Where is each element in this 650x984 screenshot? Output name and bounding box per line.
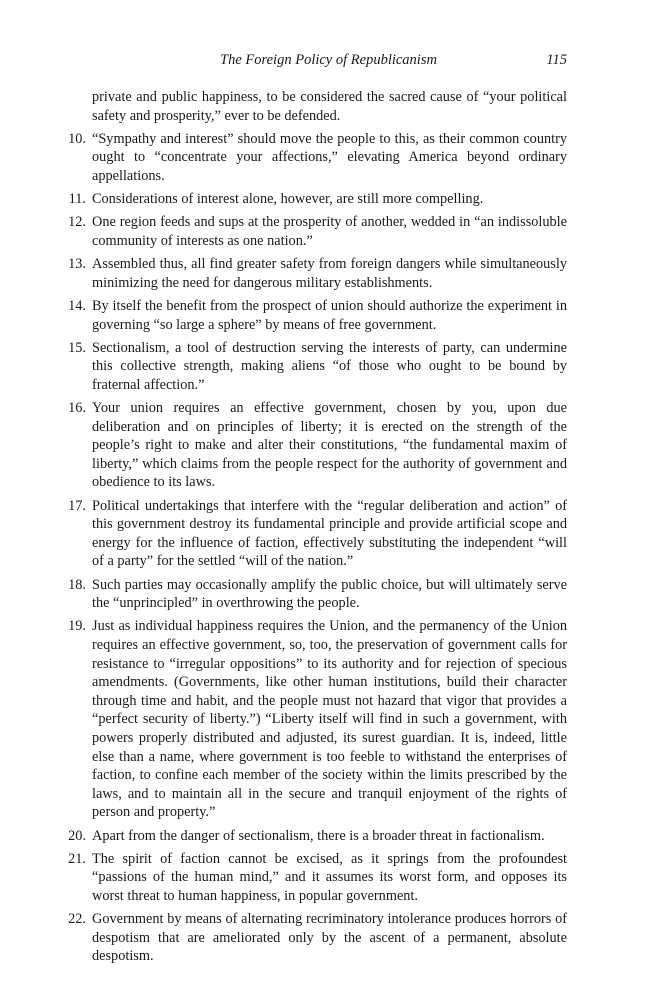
paragraph-text: private and public happiness, to be considered the sacred cause of “your political safety and prosperity,” ever to be defended. [92, 89, 567, 124]
paragraph-number: 10 . [56, 130, 86, 149]
numbered-paragraph [56, 617, 567, 822]
paragraph-text: Such parties may occasionally amplify the public choice, but will ultimately serve the “unprincipled” in overthrowing the people. [92, 576, 567, 612]
paragraph-text: One region feeds and sups at the prosperity of another, wedded in “an indissoluble community of interests as one nation.” [92, 214, 567, 249]
page-number: 115 [546, 52, 567, 68]
numbered-paragraph [56, 190, 567, 209]
body-text [56, 88, 567, 970]
numbered-list [56, 130, 567, 966]
paragraph-text: Just as individual happiness requires the Union, and the permanency of the Union requires an effective government, so, too, the preservation of government calls for resistance to “irregular oppositions” to its authority and for rejection of specious amendments. (Governments, like other human institutions, build their character through time and habit, and the people must not hazard that vigor that provides a “perfect security of liberty.”) “Liberty itself will find in such a government, with powers properly distributed and adjusted, its surest guardian. It is, indeed, little else than a name, where government is too feeble to withstand the enterprises of faction, to confine each member of the society within the limits prescribed by the laws, and to maintain all in the secure and tranquil enjoyment of the rights of person and property.” [92, 618, 567, 821]
numbered-paragraph [56, 297, 567, 334]
paragraph-number: 15 . [56, 339, 86, 358]
paragraph-text: Political undertakings that interfere with the “regular deliberation and action” of this government destroy its fundamental principle and provide artificial scope and energy for the influence of faction, effectively substituting the independent “will of a party” for the settled “will of the nation.” [92, 497, 567, 570]
paragraph-number: 21 . [56, 850, 86, 869]
paragraph-text: Your union requires an effective government, chosen by you, upon due deliberation and on principles of liberty; it is erected on the strength of the people’s right to make and alter their constitutions, “the fundamental maxim of liberty,” which claims from the people respect for the authority of government and obedience to its laws. [92, 400, 567, 491]
numbered-paragraph [56, 213, 567, 250]
paragraph-number: 13 . [56, 255, 86, 274]
paragraph-text: By itself the benefit from the prospect of union should authorize the experiment in governing “so large a sphere” by means of free government. [92, 297, 567, 333]
paragraph-number: 18 . [56, 576, 86, 595]
numbered-paragraph [56, 399, 567, 492]
paragraph-text: The spirit of faction cannot be excised, as it springs from the profoundest “passions of the human mind,” and it assumes its worst form, and opposes its worst threat to human happiness, in popular government. [92, 850, 567, 904]
numbered-paragraph [56, 910, 567, 966]
paragraph-number: 20 . [56, 827, 86, 846]
paragraph-text: “Sympathy and interest” should move the people to this, as their common country ought to “concentrate your affections,” elevating America beyond ordinary appellations. [92, 130, 567, 184]
paragraph-number: 16 . [56, 399, 86, 418]
paragraph-text: Sectionalism, a tool of destruction serving the interests of party, can undermine this collective strength, making aliens “of those who ought to be bound by fraternal affection.” [92, 339, 567, 393]
paragraph-number: 22 . [56, 910, 86, 929]
numbered-paragraph [56, 576, 567, 613]
running-head [90, 52, 567, 72]
numbered-paragraph [56, 827, 567, 846]
paragraph-number: 14 . [56, 297, 86, 316]
paragraph-number: 12 . [56, 213, 86, 232]
numbered-paragraph [56, 339, 567, 395]
numbered-paragraph [56, 255, 567, 292]
paragraph-number: 11 . [56, 190, 86, 209]
paragraph-number: 19 . [56, 617, 86, 636]
paragraph-text: Considerations of interest alone, however, are still more compelling. [92, 191, 484, 208]
numbered-paragraph [56, 130, 567, 186]
numbered-paragraph [56, 850, 567, 906]
continuation-paragraph [56, 88, 567, 125]
numbered-paragraph [56, 497, 567, 571]
paragraph-text: Apart from the danger of sectionalism, there is a broader threat in factionalism. [92, 827, 545, 844]
paragraph-text: Government by means of alternating recriminatory intolerance produces horrors of despotism that are ameliorated only by the ascent of a permanent, absolute despotism. [92, 911, 567, 965]
paragraph-number: 17 . [56, 497, 86, 516]
paragraph-text: Assembled thus, all find greater safety from foreign dangers while simultaneously minimizing the need for dangerous military establishments. [92, 256, 567, 291]
running-title: The Foreign Policy of Republicanism [220, 52, 437, 68]
